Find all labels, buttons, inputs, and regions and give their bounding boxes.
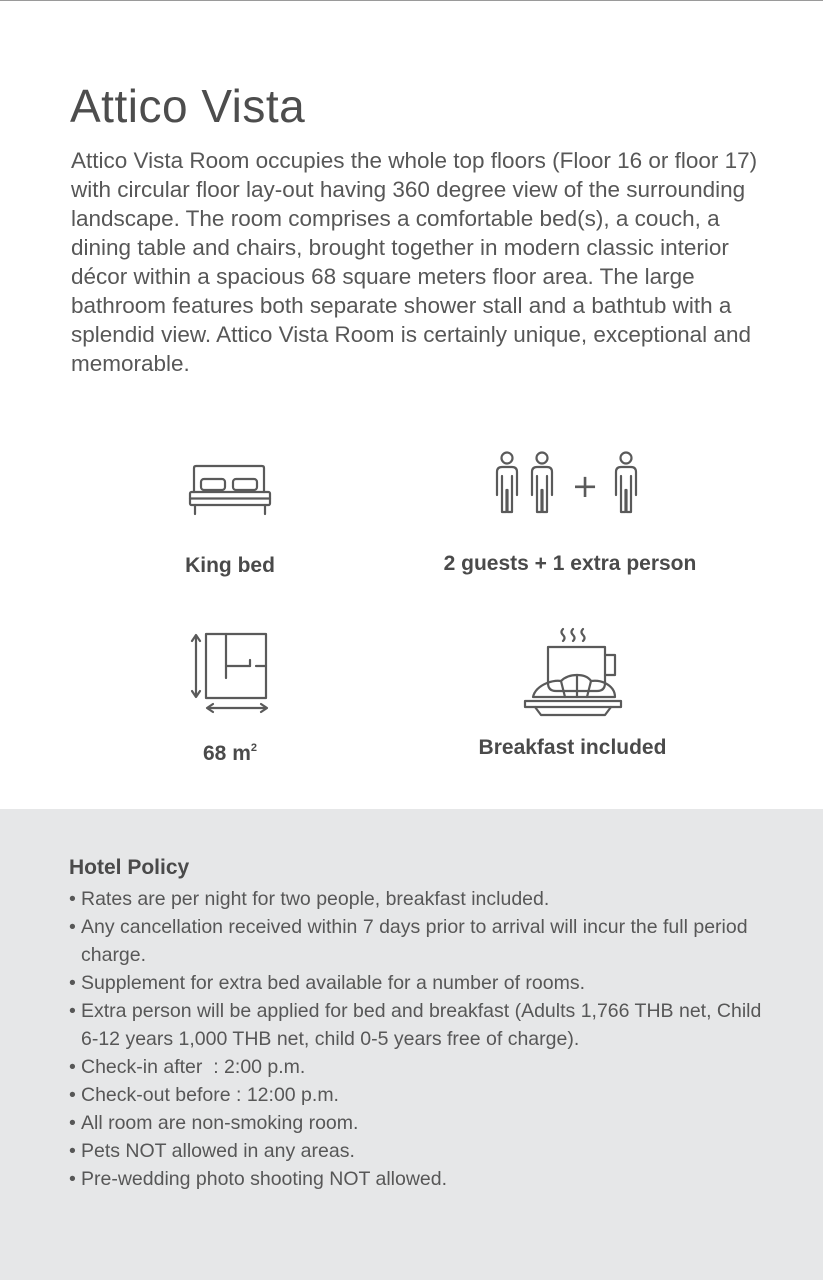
policy-item: • Pets NOT allowed in any areas.: [69, 1137, 769, 1165]
bed-label: King bed: [185, 554, 275, 577]
person-icon: [497, 453, 517, 513]
guests-label: 2 guests + 1 extra person: [443, 552, 697, 575]
policy-item: • Pre-wedding photo shooting NOT allowed.: [69, 1165, 769, 1193]
guests-icon: [490, 450, 650, 518]
policy-item: • Extra person will be applied for bed and breakfast (Adults 1,766 THB net, Child 6-12 years 1,000 THB net, child 0-5 years free of charge).: [69, 997, 769, 1053]
breakfast-icon: [523, 625, 623, 721]
policy-item: • All room are non-smoking room.: [69, 1109, 769, 1137]
steam-icon: [561, 629, 564, 641]
bed-icon: [188, 462, 272, 520]
room-section: [0, 1, 823, 809]
policy-item: • Check-out before : 12:00 p.m.: [69, 1081, 769, 1109]
area-value: 68 m: [203, 742, 251, 765]
hotel-policy-section: [0, 809, 823, 1280]
room-description: Attico Vista Room occupies the whole top floors (Floor 16 or floor 17) with circular floor lay-out having 360 degree view of the surrounding landscape. The room comprises a comfortable bed(s), a couch, a dining table and chairs, brought together in modern classic interior décor within a spacious 68 square meters floor area. The large bathroom features both separate shower stall and a bathtub with a splendid view. Attico Vista Room is certainly unique, exceptional and memorable.: [71, 148, 758, 376]
feature-bed: [150, 462, 310, 578]
policy-item: • Supplement for extra bed available for a number of rooms.: [69, 969, 769, 997]
area-label: [150, 742, 310, 766]
croissant-icon: [533, 675, 615, 697]
area-unit-superscript: 2: [250, 742, 257, 754]
policy-item: • Rates are per night for two people, breakfast included.: [69, 885, 769, 913]
policy-list: [69, 885, 769, 1193]
policy-item: • Any cancellation received within 7 days prior to arrival will incur the full period charge.: [69, 913, 769, 969]
steam-icon: [571, 629, 574, 641]
person-icon: [532, 453, 552, 513]
policy-item: • Check-in after : 2:00 p.m.: [69, 1053, 769, 1081]
plus-sign: +: [571, 467, 599, 505]
person-icon: [616, 453, 636, 513]
feature-area: [150, 632, 310, 766]
breakfast-label: Breakfast included: [478, 736, 667, 759]
plate-icon: [525, 701, 621, 707]
steam-icon: [581, 629, 584, 641]
feature-guests: [420, 450, 720, 576]
feature-breakfast: [440, 625, 705, 760]
room-title: Attico Vista: [70, 80, 306, 132]
floor-plan-icon: [188, 632, 272, 718]
policy-title: Hotel Policy: [69, 856, 190, 879]
